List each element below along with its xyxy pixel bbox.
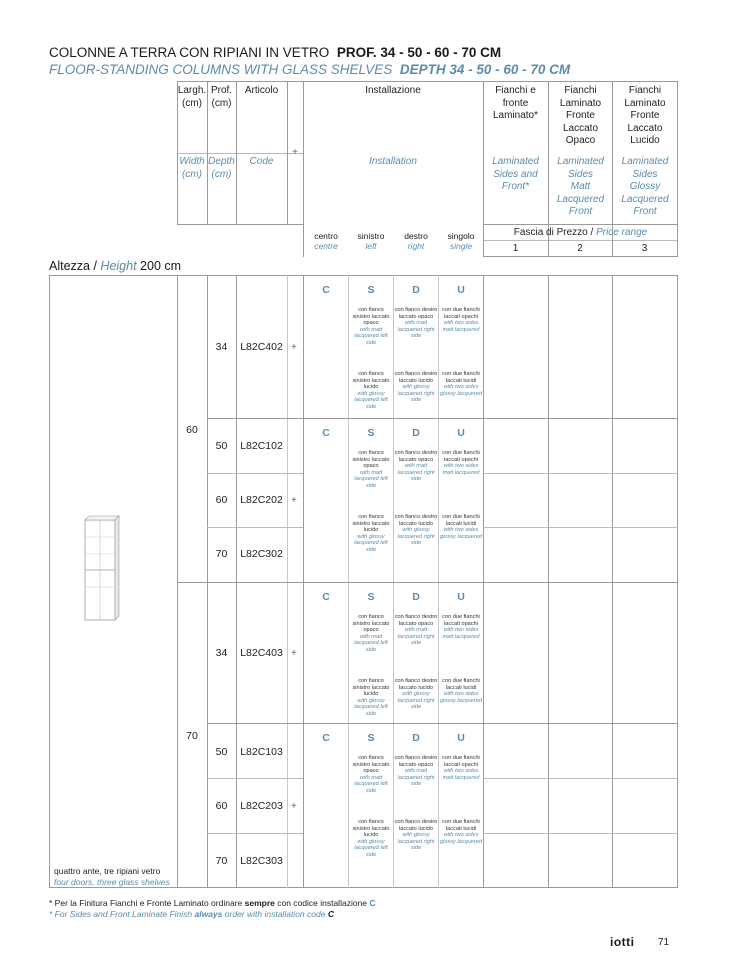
install-letter: U: [457, 732, 465, 744]
glossy-it: con due fianchi laccati lucidi: [442, 371, 480, 384]
row-line: [207, 527, 303, 528]
install-letter: D: [412, 591, 420, 603]
glossy-option-s: [349, 371, 393, 411]
matt-it: con due fianchi laccati opachi: [442, 450, 480, 463]
install-letter: C: [322, 284, 330, 296]
row-code: L82C403: [240, 647, 283, 659]
matt-it: con due fianchi laccati opachi: [442, 755, 480, 768]
row-line: [207, 778, 303, 779]
page-title: COLONNE A TERRA CON RIPIANI IN VETRO PROF. 34 - 50 - 60 - 70 CM: [49, 45, 502, 60]
install-centre: centro centre: [314, 231, 338, 251]
price-col2-header: Fianchi Laminato Fronte Laccato Opaco: [559, 85, 602, 146]
row-line: [207, 418, 678, 419]
matt-option-u: [439, 614, 483, 640]
matt-en: with matt lacquered right side: [397, 463, 435, 483]
row-line: [483, 527, 678, 528]
matt-en: with two sides matt lacquered: [442, 463, 480, 476]
install-letter: S: [367, 427, 375, 439]
glossy-it: con due fianchi laccati lucidi: [442, 514, 480, 527]
matt-option-d: [394, 755, 438, 788]
glossy-option-u: [439, 371, 483, 397]
install-letter: C: [322, 427, 330, 439]
matt-en: with two sides matt lacquered: [442, 320, 480, 333]
matt-option-u: [439, 755, 483, 781]
price-col1-header: Fianchi e fronte Laminato*: [492, 85, 539, 121]
glossy-it: con fianco destro laccato lucido: [394, 678, 438, 691]
install-letter: D: [412, 427, 420, 439]
install-letter: D: [412, 732, 420, 744]
glossy-en: with two sides glossy lacquered: [440, 691, 482, 704]
price-range-1: 1: [512, 243, 519, 254]
row-code: L82C303: [240, 855, 283, 867]
install-single: singolo single: [447, 231, 475, 251]
matt-it: con fianco destro laccato opaco: [394, 450, 438, 463]
glossy-option-u: [439, 678, 483, 704]
glossy-option-s: [349, 678, 393, 718]
row-depth: 34: [215, 647, 228, 659]
install-letter: C: [322, 732, 330, 744]
cabinet-top: [85, 516, 119, 520]
install-header-en: Installation: [369, 156, 417, 167]
header-price-line: [483, 224, 678, 225]
row-code: L82C202: [240, 494, 283, 506]
glossy-en: with glossy lacquered right side: [397, 527, 435, 547]
install-letter: S: [367, 591, 375, 603]
row-code: L82C103: [240, 746, 283, 758]
row-depth: 50: [215, 746, 228, 758]
install-letter: U: [457, 284, 465, 296]
width-value: 60: [186, 424, 198, 436]
row-plus: +: [291, 342, 297, 353]
matt-option-s: [349, 614, 393, 654]
matt-it: con due fianchi laccati opachi: [442, 614, 480, 627]
width-header-en: Width (cm): [179, 156, 205, 180]
row-depth: 70: [215, 548, 228, 560]
plus-header: +: [292, 147, 298, 158]
price-range-3: 3: [641, 243, 648, 254]
matt-it: con fianco sinistro laccato opaco: [352, 755, 390, 775]
matt-en: with matt lacquered left side: [354, 326, 388, 346]
glossy-it: con fianco sinistro laccato lucido: [352, 678, 390, 698]
table-bottom-line: [49, 887, 678, 888]
glossy-it: con fianco sinistro laccato lucido: [352, 819, 390, 839]
install-left: sinistro left: [357, 231, 385, 251]
depth-header-en: Depth (cm): [208, 156, 235, 180]
row-code: L82C102: [240, 440, 283, 452]
matt-option-s: [349, 307, 393, 347]
row-depth: 60: [215, 494, 228, 506]
matt-option-d: [394, 307, 438, 340]
width-value: 70: [186, 730, 198, 742]
install-letter: S: [367, 284, 375, 296]
glossy-it: con due fianchi laccati lucidi: [442, 819, 480, 832]
install-letter: S: [367, 732, 375, 744]
matt-option-s: [349, 450, 393, 490]
cabinet-illustration: [80, 512, 120, 622]
footnote-it: * Per la Finitura Fianchi e Fronte Laminato ordinare sempre con codice installazione C: [49, 898, 376, 908]
matt-it: con fianco destro laccato opaco: [394, 755, 438, 768]
glossy-en: with glossy lacquered right side: [397, 691, 435, 711]
matt-it: con fianco sinistro laccato opaco: [352, 450, 390, 470]
row-depth: 70: [215, 855, 228, 867]
install-header: Installazione: [365, 85, 421, 96]
matt-option-s: [349, 755, 393, 795]
hv: [236, 81, 237, 225]
matt-en: with matt lacquered right side: [397, 768, 435, 788]
glossy-option-u: [439, 514, 483, 540]
row-line: [483, 778, 678, 779]
page-number: 71: [658, 937, 670, 948]
header-top-line: [177, 81, 678, 82]
row-plus: +: [291, 495, 297, 506]
row-code: L82C302: [240, 548, 283, 560]
glossy-it: con fianco destro laccato lucido: [394, 371, 438, 384]
code-header-en: Code: [249, 156, 274, 167]
row-line: [207, 473, 303, 474]
glossy-it: con fianco sinistro laccato lucido: [352, 371, 390, 391]
glossy-it: con due fianchi laccati lucidi: [442, 678, 480, 691]
cabinet-caption: quattro ante, tre ripiani vetro four doors, three glass shelves: [54, 866, 170, 887]
glossy-en: with two sides glossy lacquered: [440, 384, 482, 397]
hv: [303, 81, 304, 257]
install-letter: D: [412, 284, 420, 296]
glossy-en: with glossy lacquered left side: [354, 697, 388, 717]
matt-en: with two sides matt lacquered: [442, 768, 480, 781]
row-code: L82C203: [240, 800, 283, 812]
price-range-label: Fascia di Prezzo / Price range: [513, 227, 648, 238]
table-top-line: [49, 275, 678, 276]
row-plus: +: [291, 648, 297, 659]
glossy-en: with glossy lacquered left side: [354, 838, 388, 858]
matt-option-u: [439, 307, 483, 333]
matt-en: with matt lacquered left side: [354, 633, 388, 653]
row-line: [207, 833, 303, 834]
price-col2-header-en: Laminated Sides Matt Lacquered Front: [556, 156, 605, 217]
row-line: [177, 582, 678, 583]
matt-it: con fianco sinistro laccato opaco: [352, 307, 390, 327]
install-right: destro right: [404, 231, 428, 251]
glossy-option-d: [394, 371, 438, 404]
glossy-option-d: [394, 819, 438, 852]
glossy-it: con fianco sinistro laccato lucido: [352, 514, 390, 534]
matt-en: with matt lacquered left side: [354, 469, 388, 489]
header-price-bottom-line: [483, 256, 678, 257]
hv: [287, 81, 288, 225]
row-line: [483, 833, 678, 834]
glossy-option-u: [439, 819, 483, 845]
row-line: [207, 723, 678, 724]
glossy-en: with two sides glossy lacquered: [440, 832, 482, 845]
header-price-mid-line: [483, 240, 678, 241]
matt-option-d: [394, 450, 438, 483]
row-code: L82C402: [240, 341, 283, 353]
matt-it: con due fianchi laccati opachi: [442, 307, 480, 320]
glossy-en: with two sides glossy lacquered: [440, 527, 482, 540]
header-bottom-line: [177, 224, 303, 225]
install-letter: U: [457, 591, 465, 603]
install-letter: U: [457, 427, 465, 439]
row-depth: 50: [215, 440, 228, 452]
price-col3-header-en: Laminated Sides Glossy Lacquered Front: [621, 156, 669, 217]
glossy-option-d: [394, 678, 438, 711]
depth-header: Prof. (cm): [210, 85, 233, 109]
glossy-en: with glossy lacquered left side: [354, 533, 388, 553]
row-plus: +: [291, 801, 297, 812]
glossy-it: con fianco destro laccato lucido: [394, 514, 438, 527]
height-label: Altezza / Height 200 cm: [49, 259, 182, 273]
price-range-2: 2: [577, 243, 583, 254]
row-line: [483, 473, 678, 474]
matt-it: con fianco sinistro laccato opaco: [352, 614, 390, 634]
row-depth: 34: [215, 341, 228, 353]
page-subtitle: FLOOR-STANDING COLUMNS WITH GLASS SHELVES DEPTH 34 - 50 - 60 - 70 CM: [49, 62, 571, 77]
matt-it: con fianco destro laccato opaco: [394, 307, 438, 320]
header-mid-line: [177, 153, 303, 154]
matt-en: with matt lacquered left side: [354, 774, 388, 794]
cabinet-side: [115, 516, 119, 620]
brand-logo: iotti: [610, 935, 635, 949]
matt-it: con fianco destro laccato opaco: [394, 614, 438, 627]
glossy-it: con fianco destro laccato lucido: [394, 819, 438, 832]
footnote-en: * For Sides and Front Laminate Finish always order with installation code C: [49, 909, 334, 919]
glossy-en: with glossy lacquered left side: [354, 390, 388, 410]
price-col1-header-en: Laminated Sides and Front*: [492, 156, 539, 192]
matt-en: with matt lacquered right side: [397, 320, 435, 340]
glossy-en: with glossy lacquered right side: [397, 384, 435, 404]
glossy-option-s: [349, 819, 393, 859]
table-left-line: [49, 275, 50, 888]
matt-en: with matt lacquered right side: [397, 627, 435, 647]
matt-option-u: [439, 450, 483, 476]
install-letter: C: [322, 591, 330, 603]
matt-option-d: [394, 614, 438, 647]
glossy-option-s: [349, 514, 393, 554]
matt-en: with two sides matt lacquered: [442, 627, 480, 640]
code-header: Articolo: [244, 85, 279, 96]
glossy-en: with glossy lacquered right side: [397, 832, 435, 852]
width-header: Largh. (cm): [177, 85, 207, 109]
row-depth: 60: [215, 800, 228, 812]
price-col3-header: Fianchi Laminato Fronte Laccato Lucido: [624, 85, 666, 146]
glossy-option-d: [394, 514, 438, 547]
